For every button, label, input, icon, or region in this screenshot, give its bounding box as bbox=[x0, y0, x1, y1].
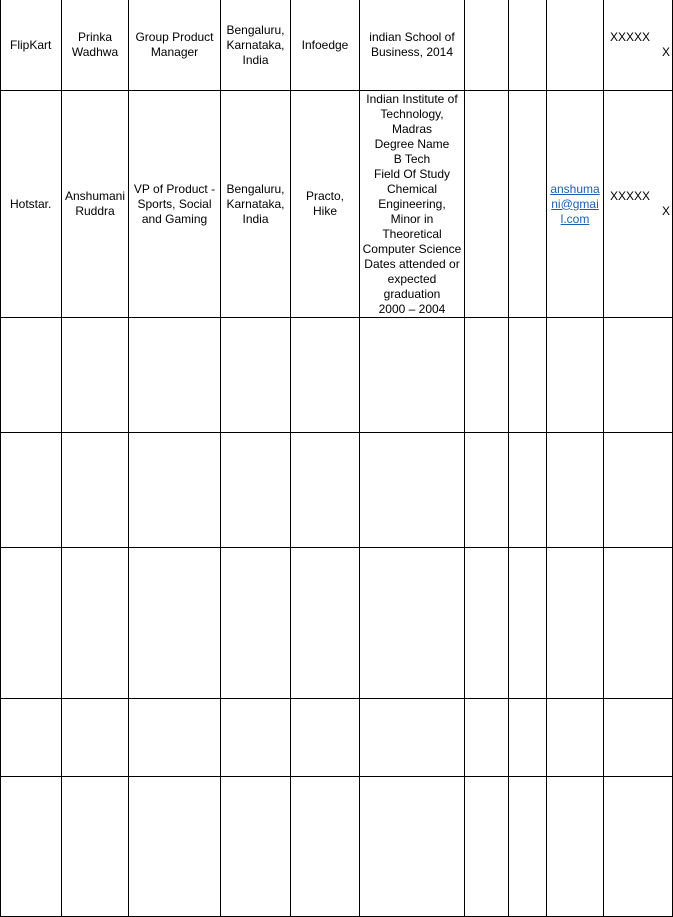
company-cell: FlipKart bbox=[1, 0, 62, 91]
education-line: Dates attended or expected graduation bbox=[364, 256, 460, 301]
name-cell: Anshumani Ruddra bbox=[62, 91, 129, 318]
location-cell: Bengaluru, Karnataka, India bbox=[221, 91, 291, 318]
table-row bbox=[1, 777, 673, 917]
title-cell: VP of Product - Sports, Social and Gaming bbox=[129, 91, 221, 318]
education-line: Degree Name bbox=[374, 136, 450, 151]
empty-cell bbox=[509, 91, 547, 318]
previous-company-cell: Infoedge bbox=[291, 0, 360, 91]
education-line: Chemical Engineering, Minor in Theoretical Computer Science bbox=[362, 181, 462, 256]
email-cell bbox=[547, 0, 604, 91]
education-cell bbox=[360, 0, 465, 91]
location-cell: Bengaluru, Karnataka, India bbox=[221, 0, 291, 91]
education-line: indian School of Business, 2014 bbox=[369, 30, 455, 59]
phone-line: X bbox=[662, 45, 671, 59]
name-cell: Prinka Wadhwa bbox=[62, 0, 129, 91]
phone-cell bbox=[604, 0, 673, 91]
empty-cell bbox=[465, 0, 509, 91]
table-row bbox=[1, 433, 673, 548]
education-line: 2000 – 2004 bbox=[378, 301, 446, 316]
phone-line: X bbox=[662, 204, 671, 218]
empty-cell bbox=[465, 91, 509, 318]
table-row bbox=[1, 91, 673, 318]
education-line: Field Of Study bbox=[373, 166, 451, 181]
email-cell bbox=[547, 91, 604, 318]
empty-cell bbox=[509, 0, 547, 91]
phone-line: XXXXX bbox=[610, 30, 651, 44]
education-line: Indian Institute of Technology, Madras bbox=[366, 91, 458, 136]
table-row bbox=[1, 0, 673, 91]
previous-company-cell: Practo, Hike bbox=[291, 91, 360, 318]
email-link[interactable]: anshumani@gmail.com bbox=[550, 181, 600, 226]
title-cell: Group Product Manager bbox=[129, 0, 221, 91]
table-row bbox=[1, 699, 673, 777]
phone-line: XXXXX bbox=[610, 189, 651, 203]
education-line: B Tech bbox=[393, 151, 431, 166]
table-row bbox=[1, 318, 673, 433]
table-row bbox=[1, 548, 673, 699]
company-cell: Hotstar. bbox=[1, 91, 62, 318]
phone-cell bbox=[604, 91, 673, 318]
education-cell bbox=[360, 91, 465, 318]
